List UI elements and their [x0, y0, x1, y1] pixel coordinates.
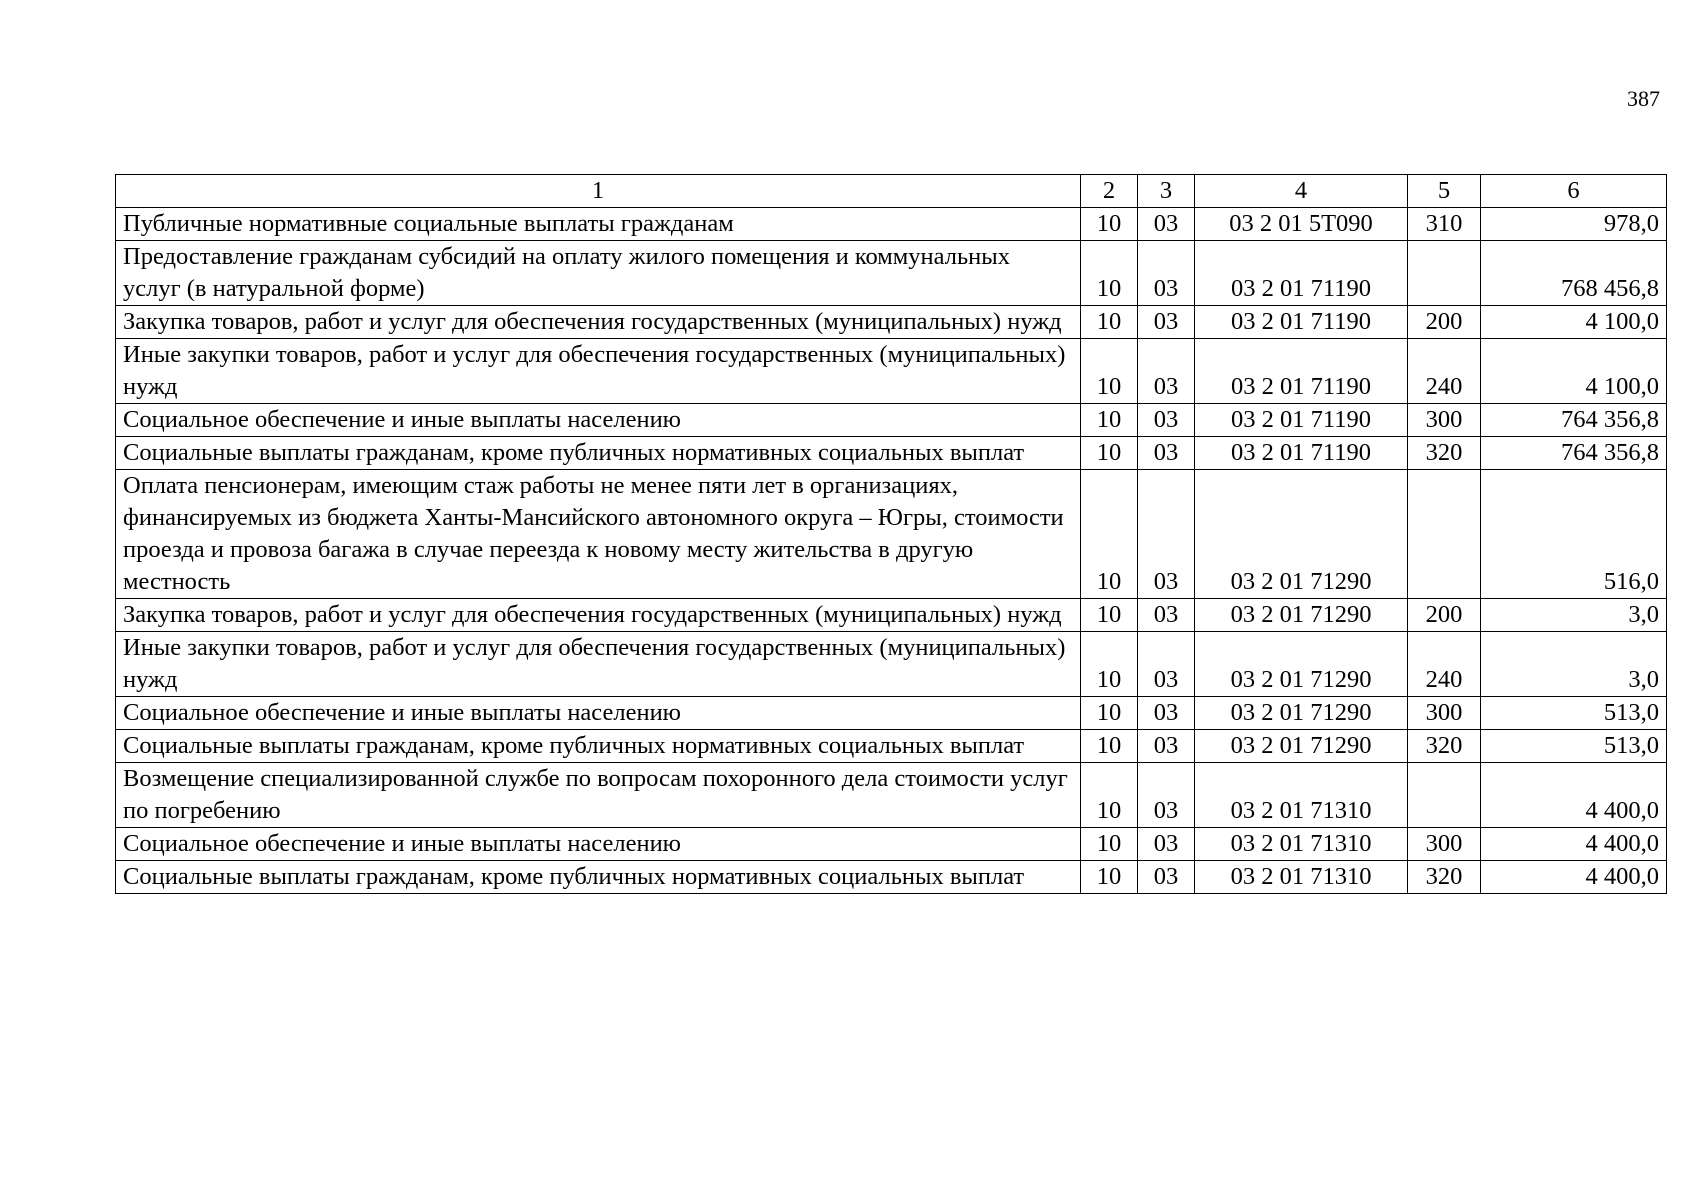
item-name-cell: Иные закупки товаров, работ и услуг для обеспечения государственных (муниципальных) нужд — [116, 339, 1081, 404]
subsection-cell: 03 — [1138, 632, 1195, 697]
item-name-cell: Социальное обеспечение и иные выплаты населению — [116, 828, 1081, 861]
subsection-cell: 03 — [1138, 828, 1195, 861]
amount-cell: 4 100,0 — [1481, 339, 1667, 404]
item-name-cell: Социальные выплаты гражданам, кроме публичных нормативных социальных выплат — [116, 730, 1081, 763]
expense-type-cell: 240 — [1408, 339, 1481, 404]
item-name-cell: Предоставление гражданам субсидий на оплату жилого помещения и коммунальных услуг (в натуральной форме) — [116, 241, 1081, 306]
target-article-cell: 03 2 01 71190 — [1195, 306, 1408, 339]
section-cell: 10 — [1081, 339, 1138, 404]
item-name-cell: Оплата пенсионерам, имеющим стаж работы не менее пяти лет в организациях, финансируемых из бюджета Ханты-Мансийского автономного округа – Югры, стоимости проезда и провоза багажа в случае переезда к новому месту жительства в другую местность — [116, 470, 1081, 599]
table-row — [116, 697, 1667, 730]
table-row — [116, 730, 1667, 763]
target-article-cell: 03 2 01 71190 — [1195, 241, 1408, 306]
amount-cell: 516,0 — [1481, 470, 1667, 599]
amount-cell: 4 400,0 — [1481, 763, 1667, 828]
target-article-cell: 03 2 01 71310 — [1195, 763, 1408, 828]
table-row — [116, 404, 1667, 437]
item-name-cell: Публичные нормативные социальные выплаты гражданам — [116, 208, 1081, 241]
amount-cell: 4 100,0 — [1481, 306, 1667, 339]
subsection-cell: 03 — [1138, 861, 1195, 894]
item-name-cell: Закупка товаров, работ и услуг для обеспечения государственных (муниципальных) нужд — [116, 306, 1081, 339]
table-row — [116, 208, 1667, 241]
subsection-cell: 03 — [1138, 208, 1195, 241]
header-cell-2: 2 — [1081, 175, 1138, 208]
section-cell: 10 — [1081, 763, 1138, 828]
section-cell: 10 — [1081, 208, 1138, 241]
section-cell: 10 — [1081, 730, 1138, 763]
amount-cell: 978,0 — [1481, 208, 1667, 241]
item-name-cell: Социальное обеспечение и иные выплаты населению — [116, 404, 1081, 437]
item-name-cell: Социальные выплаты гражданам, кроме публичных нормативных социальных выплат — [116, 861, 1081, 894]
item-name-cell: Социальные выплаты гражданам, кроме публичных нормативных социальных выплат — [116, 437, 1081, 470]
table-row — [116, 763, 1667, 828]
section-cell: 10 — [1081, 306, 1138, 339]
target-article-cell: 03 2 01 71190 — [1195, 437, 1408, 470]
section-cell: 10 — [1081, 861, 1138, 894]
target-article-cell: 03 2 01 71290 — [1195, 697, 1408, 730]
subsection-cell: 03 — [1138, 404, 1195, 437]
page-number: 387 — [1627, 86, 1660, 111]
subsection-cell: 03 — [1138, 763, 1195, 828]
section-cell: 10 — [1081, 697, 1138, 730]
expense-type-cell — [1408, 241, 1481, 306]
amount-cell: 4 400,0 — [1481, 861, 1667, 894]
target-article-cell: 03 2 01 71190 — [1195, 404, 1408, 437]
expense-type-cell: 300 — [1408, 404, 1481, 437]
table-row — [116, 241, 1667, 306]
expense-type-cell: 300 — [1408, 697, 1481, 730]
section-cell: 10 — [1081, 241, 1138, 306]
header-cell-4: 4 — [1195, 175, 1408, 208]
amount-cell: 3,0 — [1481, 599, 1667, 632]
item-name-cell: Закупка товаров, работ и услуг для обеспечения государственных (муниципальных) нужд — [116, 599, 1081, 632]
expense-type-cell: 320 — [1408, 437, 1481, 470]
section-cell: 10 — [1081, 470, 1138, 599]
subsection-cell: 03 — [1138, 697, 1195, 730]
amount-cell: 764 356,8 — [1481, 437, 1667, 470]
expense-type-cell: 320 — [1408, 861, 1481, 894]
expense-type-cell: 320 — [1408, 730, 1481, 763]
table-row — [116, 470, 1667, 599]
target-article-cell: 03 2 01 71310 — [1195, 828, 1408, 861]
target-article-cell: 03 2 01 71290 — [1195, 470, 1408, 599]
amount-cell: 768 456,8 — [1481, 241, 1667, 306]
item-name-cell: Социальное обеспечение и иные выплаты населению — [116, 697, 1081, 730]
expense-type-cell: 240 — [1408, 632, 1481, 697]
item-name-cell: Иные закупки товаров, работ и услуг для обеспечения государственных (муниципальных) нужд — [116, 632, 1081, 697]
table-row — [116, 599, 1667, 632]
amount-cell: 3,0 — [1481, 632, 1667, 697]
section-cell: 10 — [1081, 599, 1138, 632]
subsection-cell: 03 — [1138, 470, 1195, 599]
subsection-cell: 03 — [1138, 241, 1195, 306]
header-cell-3: 3 — [1138, 175, 1195, 208]
target-article-cell: 03 2 01 71310 — [1195, 861, 1408, 894]
table-row — [116, 339, 1667, 404]
target-article-cell: 03 2 01 71190 — [1195, 339, 1408, 404]
target-article-cell: 03 2 01 71290 — [1195, 632, 1408, 697]
expense-type-cell: 200 — [1408, 599, 1481, 632]
target-article-cell: 03 2 01 71290 — [1195, 599, 1408, 632]
section-cell: 10 — [1081, 828, 1138, 861]
subsection-cell: 03 — [1138, 339, 1195, 404]
amount-cell: 513,0 — [1481, 697, 1667, 730]
expense-type-cell: 310 — [1408, 208, 1481, 241]
expense-type-cell — [1408, 470, 1481, 599]
header-cell-5: 5 — [1408, 175, 1481, 208]
section-cell: 10 — [1081, 404, 1138, 437]
section-cell: 10 — [1081, 632, 1138, 697]
amount-cell: 4 400,0 — [1481, 828, 1667, 861]
amount-cell: 764 356,8 — [1481, 404, 1667, 437]
target-article-cell: 03 2 01 71290 — [1195, 730, 1408, 763]
subsection-cell: 03 — [1138, 306, 1195, 339]
subsection-cell: 03 — [1138, 599, 1195, 632]
header-cell-6: 6 — [1481, 175, 1667, 208]
expense-type-cell — [1408, 763, 1481, 828]
subsection-cell: 03 — [1138, 730, 1195, 763]
table-row — [116, 437, 1667, 470]
table-header-row — [116, 175, 1667, 208]
table-row — [116, 861, 1667, 894]
table-row — [116, 632, 1667, 697]
amount-cell: 513,0 — [1481, 730, 1667, 763]
expense-type-cell: 300 — [1408, 828, 1481, 861]
subsection-cell: 03 — [1138, 437, 1195, 470]
target-article-cell: 03 2 01 5Т090 — [1195, 208, 1408, 241]
expense-type-cell: 200 — [1408, 306, 1481, 339]
table-row — [116, 828, 1667, 861]
header-cell-1: 1 — [116, 175, 1081, 208]
section-cell: 10 — [1081, 437, 1138, 470]
budget-table — [115, 174, 1667, 894]
item-name-cell: Возмещение специализированной службе по вопросам похоронного дела стоимости услуг по погребению — [116, 763, 1081, 828]
table-row — [116, 306, 1667, 339]
